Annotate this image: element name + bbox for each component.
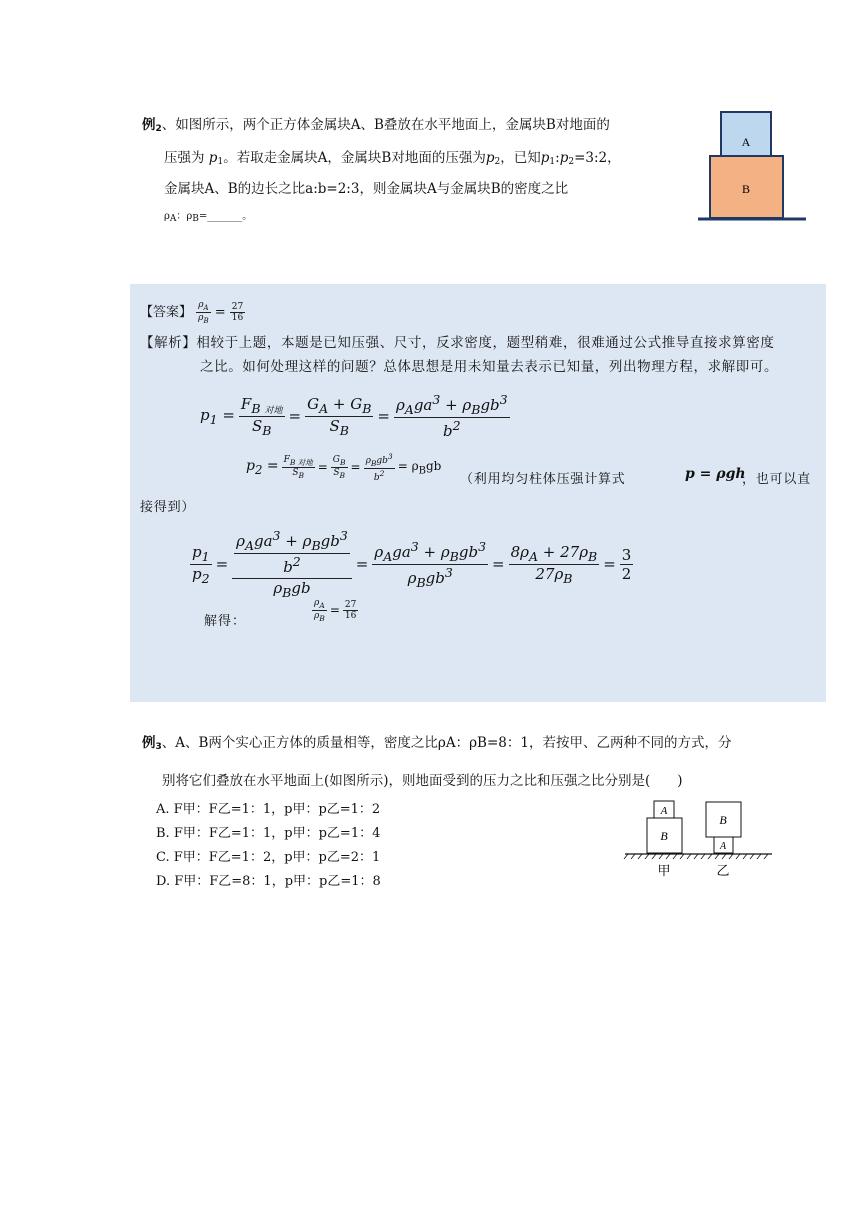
options-list [156, 798, 381, 894]
answer-fraction: $\frac{\rho_A}{\rho_B}$ [198, 300, 209, 325]
example2-text [142, 114, 687, 230]
block-a [721, 112, 771, 156]
option-a[interactable]: A. F甲：F乙=1：1，p甲：p乙=1：2 [156, 802, 381, 817]
solve-result: $\frac{\rho_A}{\rho_B}$ = $\frac{27}{16}$ [314, 598, 357, 623]
example3-line1: 、A、B两个实心正方体的质量相等，密度之比ρA：ρB=8：1，若按甲、乙两种不同的方式，分 [161, 735, 732, 751]
option-d[interactable]: D. F甲：F乙=8：1，p甲：p乙=1：8 [156, 874, 381, 889]
svg-text:B: B [719, 813, 727, 827]
example2-line1: 、如图所示，两个正方体金属块A、B叠放在水平地面上，金属块B对地面的 [161, 117, 610, 133]
analysis-text [140, 331, 820, 379]
solve-label: 解得： [204, 614, 247, 629]
svg-text:B: B [660, 829, 668, 843]
example2-line4: ρA：ρB=_______。 [164, 211, 253, 224]
note-line-c: 接得到） [140, 500, 196, 515]
ground-hatch [624, 854, 768, 859]
example2-line3: 金属块A、B的边长之比a:b=2:3，则金属块A与金属块B的密度之比 [164, 181, 569, 197]
note-line: （利用均匀柱体压强计算式 [460, 472, 626, 487]
equation-p2: $p_2$ = $\frac{F_{B 对地}}{S_B}$ = $\frac{G_B}{S_B}$ = $\frac{\rho_Bgb^3}{b^2}$ = $\rho_Bgb$ [246, 452, 442, 483]
block-b-label: B [741, 182, 751, 196]
analysis-line2: 之比。如何处理这样的问题？总体思想是用未知量去表示已知量，列出物理方程，求解即可。 [200, 359, 779, 375]
answer-tag: 【答案】 [140, 304, 193, 320]
example2-label: 例$_2$ [142, 117, 162, 134]
analysis-line1: 相较于上题，本题是已知压强、尺寸，反求密度，题型稍难，很难通过公式推导直接求算密度 [196, 335, 775, 351]
example3-text [142, 732, 822, 792]
example2-line2: 压强为 $p_1$。若取走金属块A，金属块B对地面的压强为$p_2$，已知$p_1:p_2=3:2$， [164, 150, 621, 167]
label-jia: 甲 [657, 864, 671, 879]
block-a-label: A [741, 135, 751, 149]
answer-line: 【答案】 $\frac{\rho_A}{\rho_B}$ = $\frac{27}{16}$ [140, 300, 244, 325]
analysis-tag: 【解析】 [140, 335, 197, 351]
blocks-figure [696, 108, 808, 224]
svg-text:A: A [660, 805, 668, 817]
equation-p1: $p_1$ = $\frac{F_{B 对地}}{S_B}$ = $\frac{G_A + G_B}{S_B}$ = $\frac{\rho_Aga^3 + \rho_Bgb^3}{b^2}$ [200, 392, 508, 440]
stack-figure [622, 798, 774, 880]
example3-line2: 别将它们叠放在水平地面上(如图所示)，则地面受到的压力之比和压强之比分别是( ) [162, 773, 683, 789]
example3-label: 例$_3$ [142, 735, 162, 752]
note-formula: p = ρgh [685, 466, 746, 482]
option-b[interactable]: B. F甲：F乙=1：1，p甲：p乙=1：4 [156, 826, 381, 841]
equation-ratio: $\frac{p_1}{p_2}$ = $\frac{\frac{\rho_Aga^3 + \rho_Bgb^3}{b^2}}{\rho_Bgb}$ = $\frac{\rho_Aga^3 + \rho_Bgb^3}{\rho_Bgb^3}$ = $\frac{8\rho_A + 27\rho_B}{27\rho_B}$ = $\frac{3}{2}$ [192, 528, 632, 600]
note-line-b: ，也可以直 [742, 472, 812, 487]
label-yi: 乙 [716, 864, 730, 879]
svg-text:A: A [719, 841, 727, 852]
option-c[interactable]: C. F甲：F乙=1：2，p甲：p乙=2：1 [156, 850, 381, 865]
